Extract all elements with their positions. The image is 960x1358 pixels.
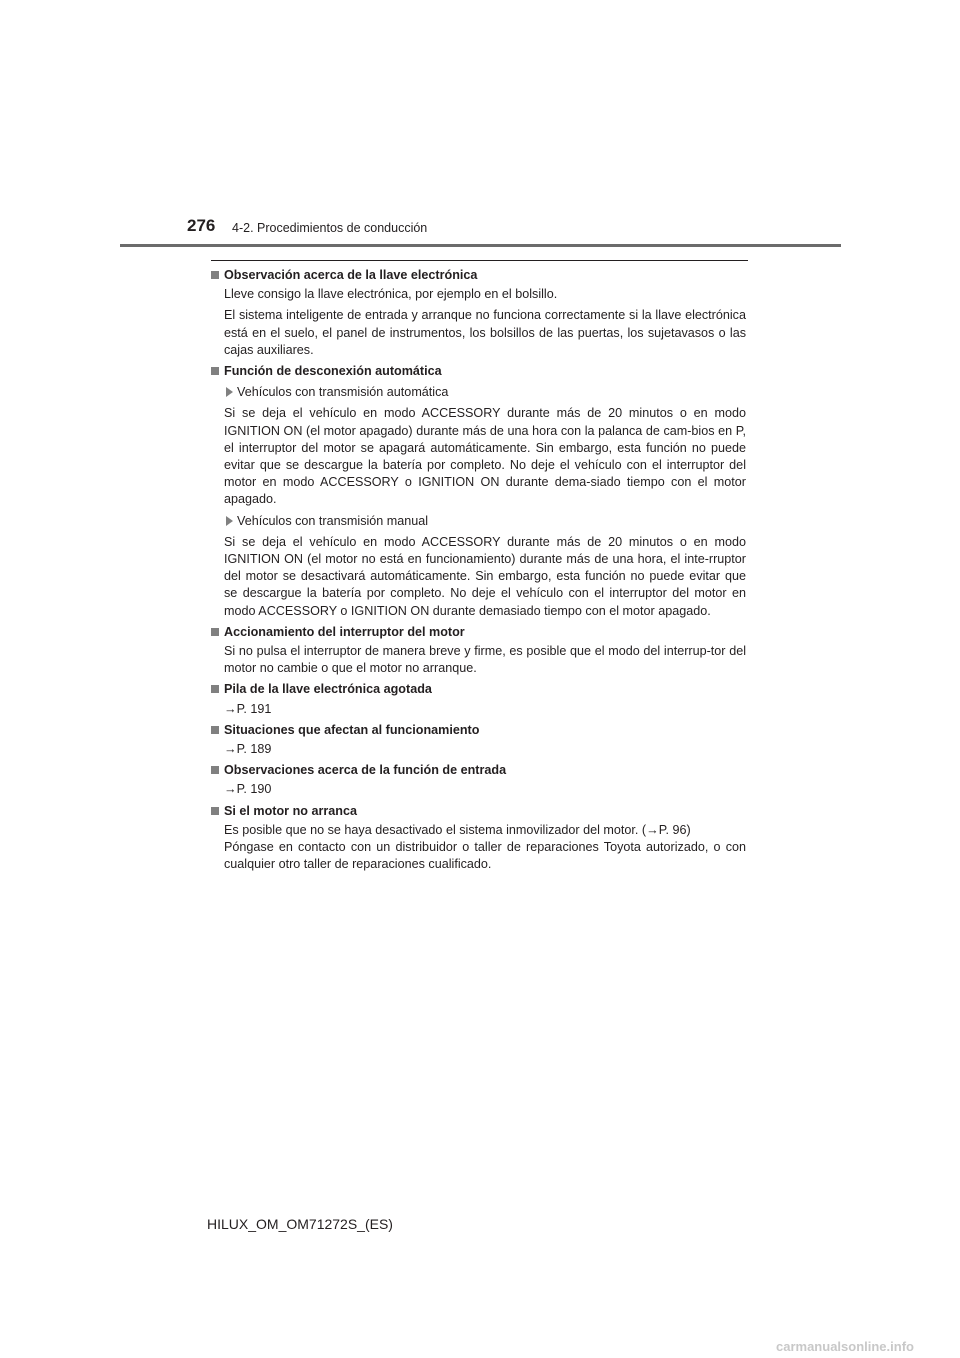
page-reference[interactable]: →P. 190 [224,782,272,797]
note-key-battery [211,681,746,717]
section-title: 4-2. Procedimientos de conducción [232,221,428,235]
page-reference[interactable]: →P. 189 [224,742,272,757]
square-bullet-icon [211,807,219,815]
square-bullet-icon [211,271,219,279]
note-engine-switch [211,624,746,678]
item-heading: Observaciones acerca de la función de entrada [211,762,746,779]
square-bullet-icon [211,367,219,375]
note-electronic-key [211,267,746,359]
paragraph: Si no pulsa el interruptor de manera breve y firme, es posible que el modo del interrup-tor del motor no cambie o que el motor no arranque. [224,644,746,676]
paragraph: Lleve consigo la llave electrónica, por ejemplo en el bolsillo. [224,287,558,302]
page-reference[interactable]: →P. 191 [224,701,272,716]
note-engine-not-starting [211,803,746,874]
item-heading: Situaciones que afectan al funcionamiento [211,722,746,739]
paragraph: Es posible que no se haya desactivado el sistema inmovilizador del motor. (→P. 96) Póngase en contacto con un distribuidor o taller de reparaciones Toyota autorizado, o con cualquier otro taller de reparaciones cualificado. [224,822,746,872]
item-heading: Si el motor no arranca [211,803,746,820]
arrow-right-icon: → [646,822,659,837]
manual-content [211,267,746,878]
content-divider [211,260,748,261]
paragraph: El sistema inteligente de entrada y arranque no funciona correctamente si la llave electrónica está en el suelo, el panel de instrumentos, los bolsillos de las puertas, los sujetavasos o las cajas auxiliares. [224,308,746,357]
paragraph: Si se deja el vehículo en modo ACCESSORY durante más de 20 minutos o en modo IGNITION ON (el motor apagado) durante más de una hora con la palanca de cam-bios en P, el interruptor del motor se apagará automáticamente. Sin embargo, esta función no puede evitar que se descargue la batería por completo. No deje el vehículo con el interruptor del motor en modo ACCESSORY o IGNITION ON durante dema-siado tiempo con el motor apagado. [224,406,746,507]
square-bullet-icon [211,726,219,734]
paragraph: Si se deja el vehículo en modo ACCESSORY durante más de 20 minutos o en modo IGNITION ON (el motor no está en funcionamiento) durante más de una hora, el inte-rruptor del motor se desactivará automáticamente. Sin embargo, esta función no puede evitar que se descargue la batería por completo. No deje el vehículo con el interruptor del motor en modo ACCESSORY o IGNITION ON durante demasiado tiempo con el motor apagado. [224,534,746,618]
note-auto-power-off [211,363,746,620]
square-bullet-icon [211,628,219,636]
square-bullet-icon [211,766,219,774]
arrow-right-icon: → [224,782,237,797]
note-operation-conditions [211,722,746,758]
page-reference[interactable]: P. 96) [658,822,691,837]
sub-heading-manual: Vehículos con transmisión manual [224,513,746,530]
page-header [0,0,960,250]
item-heading: Función de desconexión automática [211,363,746,380]
watermark: carmanualsonline.info [776,1339,914,1354]
arrow-right-icon: → [224,701,237,716]
note-entry-function [211,762,746,798]
item-heading: Observación acerca de la llave electrónica [211,267,746,284]
item-heading: Pila de la llave electrónica agotada [211,681,746,698]
square-bullet-icon [211,685,219,693]
header-divider [120,244,841,247]
triangle-bullet-icon [226,387,233,397]
sub-heading-automatic: Vehículos con transmisión automática [224,384,746,401]
item-heading: Accionamiento del interruptor del motor [211,624,746,641]
document-code: HILUX_OM_OM71272S_(ES) [207,1216,393,1232]
page-number: 276 [187,216,216,235]
triangle-bullet-icon [226,516,233,526]
arrow-right-icon: → [224,742,237,757]
